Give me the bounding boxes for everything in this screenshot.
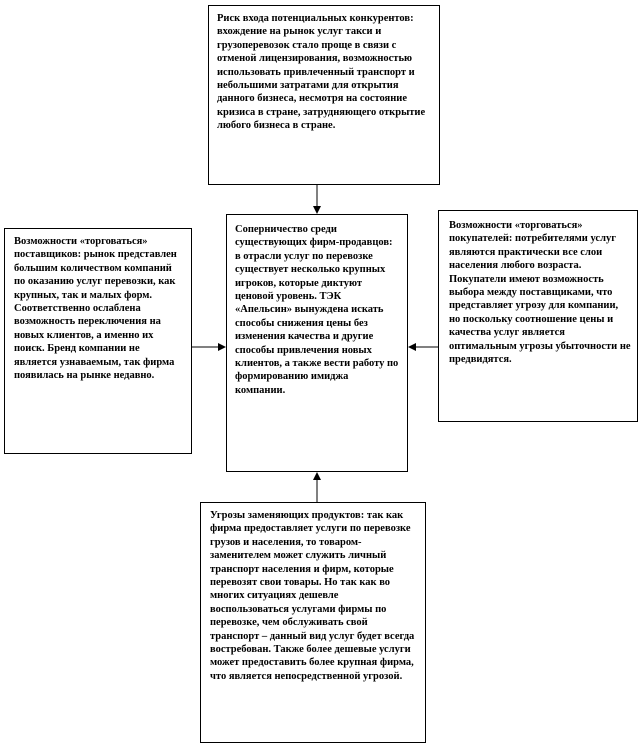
box-new-entrants-text: Риск входа потенциальных конкурентов: вхождение на рынок услуг такси и грузоперевозок стало проще в связи с отменой лицензирования, возможностью использовать привлеченный транспорт и небольшими затратами для открытия данного бизнеса, несмотря на состояние кризиса в стране, затрудняющего открытие любого бизнеса в стране. <box>217 13 426 132</box>
box-buyer-power-text: Возможности «торговаться» покупателей: потребителями услуг являются практически все слои населения любого возраста. Покупатели имеют возможность выбора между поставщиками, что представляет угрозу для компании, но поскольку соотношение цены и качества услуг является оптимальным угрозы убыточности не предвидятся. <box>449 220 631 366</box>
box-supplier-power-text: Возможности «торговаться» поставщиков: рынок представлен большим количеством компаний по оказанию услуг перевозки, как крупных, так и малых форм. Соответственно ослаблена возможность переключения на новых клиентов, а именно их поиск. Бренд компании не является узнаваемым, так фирма появилась на рынке недавно. <box>14 236 177 382</box>
box-substitute-threats-text: Угрозы заменяющих продуктов: так как фирма предоставляет услуги по перевозке грузов и населения, то товаром-заменителем может служить личный транспорт населения и фирм, которые перевозят свои товары. Но так как во многих ситуациях дешевле воспользоваться услугами фирмы по перевозке, чем обслуживать свой транспорт – данный вид услуг будет всегда востребован. Также более дешевые услуги может предоставить более крупная фирма, что является непосредственной угрозой. <box>210 510 415 682</box>
box-industry-rivalry-text: Соперничество среди существующих фирм-продавцов: в отрасли услуг по перевозке существует несколько крупных игроков, которые диктуют ценовой уровень. ТЭК «Апельсин» вынуждена искать способы снижения цены без изменения качества и другие способы привлечения новых клиентов, а также вести работу по формированию имиджа компании. <box>235 224 399 396</box>
